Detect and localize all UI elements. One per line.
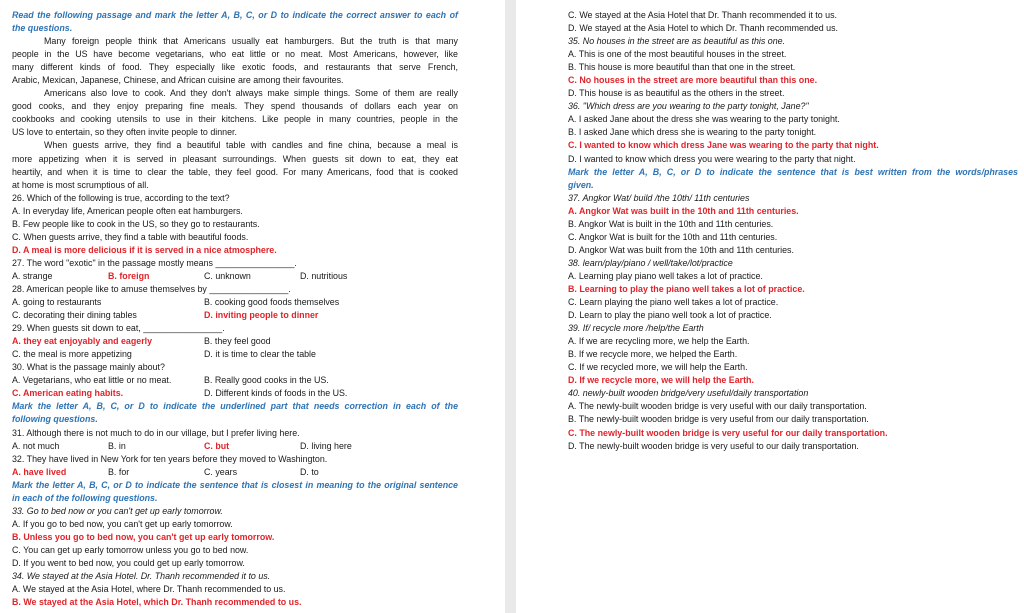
option: C. years — [204, 466, 238, 477]
option: B. they feel good — [204, 336, 271, 347]
instruction-reading: Read the following passage and mark the letter A, B, C, or D to indicate the correct answer to each of — [12, 10, 458, 20]
option: C. We stayed at the Asia Hotel that Dr. Thanh recommended it to us. — [568, 10, 838, 20]
option: B. for — [108, 466, 130, 477]
options-row — [12, 374, 458, 387]
option: A. going to restaurants — [12, 297, 102, 308]
document-page-right — [516, 0, 1024, 613]
option: A. This is one of the most beautiful houses in the street. — [568, 49, 787, 60]
answer-option: C. The newly-built wooden bridge is very useful for our daily transportation. — [568, 427, 888, 438]
answer-option: D. If we recycle more, we will help the Earth. — [568, 375, 754, 386]
question-28: 28. American people like to amuse themselves by ________________. — [12, 283, 291, 294]
question-34: 34. We stayed at the Asia Hotel. Dr. Thanh recommended it to us. — [12, 571, 271, 582]
passage-line: good cooks, and they enjoy preparing fine meals. They spend thousands of dollars each year on — [12, 101, 458, 112]
option: D. Angkor Wat was built from the 10th and 11th centuries. — [568, 244, 794, 255]
passage-line: more appetizing when it is served in pleasant surroundings. When guests sit down to eat, they eat — [12, 153, 458, 164]
option: D. I wanted to know which dress you were wearing to the party that night. — [568, 153, 856, 164]
passage-line: Americans also love to cook. And they don't always make simple things. Some of them are really — [44, 88, 458, 99]
instruction-sentence-building-cont: given. — [568, 179, 594, 190]
question-36: 36. "Which dress are you wearing to the party tonight, Jane?" — [568, 101, 809, 112]
option: B. The newly-built wooden bridge is very useful from our daily transportation. — [568, 414, 869, 425]
question-35: 35. No houses in the street are as beautiful as this one. — [568, 36, 786, 47]
options-row — [12, 466, 458, 479]
option: C. Learn playing the piano well takes a lot of practice. — [568, 297, 779, 308]
option: D. Learn to play the piano well took a lot of practice. — [568, 310, 772, 321]
document-page-left — [0, 0, 505, 613]
option: D. If you went to bed now, you could get up early tomorrow. — [12, 557, 245, 568]
option: B. This house is more beautiful than that one in the street. — [568, 62, 796, 73]
question-40: 40. newly-built wooden bridge/very useful/daily transportation — [568, 388, 809, 399]
instruction-correction-cont: following questions. — [12, 414, 98, 425]
question-39: 39. If/ recycle more /help/the Earth — [568, 323, 704, 334]
option: C. If we recycled more, we will help the Earth. — [568, 362, 748, 373]
option: D. This house is as beautiful as the others in the street. — [568, 88, 785, 99]
passage-line: many different kinds of food. They especially like exotic foods, and restaurants that serve French, — [12, 62, 458, 73]
option: D. living here — [300, 440, 352, 451]
option: A. Learning play piano well takes a lot of practice. — [568, 270, 763, 281]
passage-line: cookbooks and cooking utensils to use in their kitchens. Like people in many countries, people in the — [12, 114, 458, 125]
passage-line: at home is most scrumptious of all. — [12, 179, 149, 190]
option: A. I asked Jane about the dress she was wearing to the party tonight. — [568, 114, 840, 125]
question-37: 37. Angkor Wat/ build /the 10th/ 11th centuries — [568, 192, 750, 203]
option: B. Few people like to cook in the US, so they go to restaurants. — [12, 218, 260, 229]
option: B. in — [108, 440, 126, 451]
option: D. Different kinds of foods in the US. — [204, 388, 348, 399]
option: C. unknown — [204, 270, 251, 281]
option: A. Vegetarians, who eat little or no meat. — [12, 375, 172, 386]
answer-option: B. Learning to play the piano well takes a lot of practice. — [568, 283, 805, 294]
answer-option: A. Angkor Wat was built in the 10th and 11th centuries. — [568, 205, 799, 216]
passage-line: US love to entertain, so they often invite people to dinner. — [12, 127, 237, 138]
passage-line: people in the US have become vegetarians, who eat little or no meat. Most Americans, however, like — [12, 49, 458, 60]
option: A. strange — [12, 270, 53, 281]
option: A. not much — [12, 440, 60, 451]
option: C. You can get up early tomorrow unless you go to bed now. — [12, 544, 249, 555]
answer-option: D. A meal is more delicious if it is served in a nice atmosphere. — [12, 244, 277, 255]
option: D. it is time to clear the table — [204, 349, 316, 360]
passage-line: Arabic, Mexican, Japanese, Chinese, and African cuisine are among their favourites. — [12, 75, 344, 86]
question-38: 38. learn/play/piano / well/take/lot/practice — [568, 257, 733, 268]
instruction-meaning: Mark the letter A, B, C, or D to indicate the sentence that is closest in meaning to the original sentence — [12, 479, 458, 490]
options-row — [12, 270, 458, 283]
option: D. nutritious — [300, 270, 348, 281]
passage-line: Many foreign people think that Americans usually eat hamburgers. But the truth is that many — [44, 36, 458, 47]
option: D. We stayed at the Asia Hotel to which Dr. Thanh recommended us. — [568, 23, 839, 34]
option: D. The newly-built wooden bridge is very useful to our daily transportation. — [568, 440, 859, 451]
answer-option: C. I wanted to know which dress Jane was wearing to the party that night. — [568, 140, 879, 151]
passage-line: When guests arrive, they find a beautiful table with candles and fine china, because a meal is — [44, 140, 458, 151]
answer-option: C. American eating habits. — [12, 388, 124, 399]
option: A. In everyday life, American people often eat hamburgers. — [12, 205, 243, 216]
question-29: 29. When guests sit down to eat, ________________. — [12, 323, 225, 334]
option: A. The newly-built wooden bridge is very useful with our daily transportation. — [568, 401, 867, 412]
option: C. the meal is more appetizing — [12, 349, 132, 360]
answer-option: A. they eat enjoyably and eagerly — [12, 336, 153, 347]
option: D. to — [300, 466, 319, 477]
option: A. If you go to bed now, you can't get up early tomorrow. — [12, 518, 233, 529]
instruction-sentence-building: Mark the letter A, B, C, or D to indicate the sentence that is best written from the words/phrases — [568, 166, 1018, 177]
option: C. Angkor Wat is built for the 10th and 11th centuries. — [568, 231, 778, 242]
answer-option: B. foreign — [108, 270, 150, 281]
instruction-meaning-cont: in each of the following questions. — [12, 492, 158, 503]
question-30: 30. What is the passage mainly about? — [12, 362, 165, 373]
question-33: 33. Go to bed now or you can't get up early tomorrow. — [12, 505, 223, 516]
option: B. Really good cooks in the US. — [204, 375, 329, 386]
option: B. Angkor Wat is built in the 10th and 11th centuries. — [568, 218, 774, 229]
answer-option: C. No houses in the street are more beautiful than this one. — [568, 75, 818, 86]
instruction-reading-cont: the questions. — [12, 23, 73, 34]
options-row — [12, 387, 458, 400]
option: B. I asked Jane which dress she is wearing to the party tonight. — [568, 127, 817, 138]
option: A. We stayed at the Asia Hotel, where Dr. Thanh recommended to us. — [12, 584, 286, 595]
answer-option: B. We stayed at the Asia Hotel, which Dr. Thanh recommended to us. — [12, 597, 302, 608]
answer-option: B. Unless you go to bed now, you can't get up early tomorrow. — [12, 531, 275, 542]
options-row — [12, 296, 458, 309]
instruction-correction: Mark the letter A, B, C, or D to indicate the underlined part that needs correction in each of the — [12, 401, 458, 412]
option: C. decorating their dining tables — [12, 310, 137, 321]
question-32: 32. They have lived in New York for ten years before they moved to Washington. — [12, 453, 328, 464]
option: B. cooking good foods themselves — [204, 297, 340, 308]
question-31: 31. Although there is not much to do in our village, but I prefer living here. — [12, 427, 300, 438]
options-row — [12, 348, 458, 361]
options-row — [12, 309, 458, 322]
passage-line: heartily, and when it is time to clear the table, they feel good. For many Americans, food that is cooked — [12, 166, 458, 177]
options-row — [12, 335, 458, 348]
question-26: 26. Which of the following is true, according to the text? — [12, 192, 230, 203]
question-27: 27. The word "exotic" in the passage mostly means ________________. — [12, 257, 297, 268]
answer-option: D. inviting people to dinner — [204, 310, 319, 321]
right-column — [568, 9, 1018, 453]
options-row — [12, 440, 458, 453]
answer-option: C. but — [204, 440, 230, 451]
option: A. If we are recycling more, we help the Earth. — [568, 336, 750, 347]
option: B. If we recycle more, we helped the Earth. — [568, 349, 738, 360]
option: C. When guests arrive, they find a table with beautiful foods. — [12, 231, 249, 242]
left-column — [12, 9, 458, 609]
answer-option: A. have lived — [12, 466, 67, 477]
